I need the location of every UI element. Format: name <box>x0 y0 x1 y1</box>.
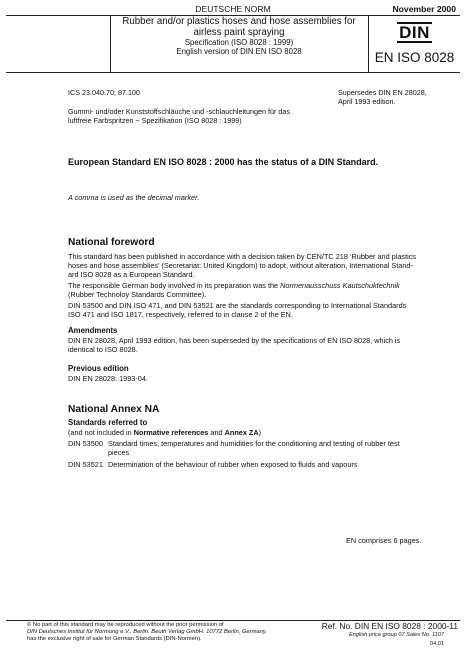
title-line-4: English version of DIN EN ISO 8028 <box>176 47 302 56</box>
title-line-2: airless paint spraying <box>193 27 285 38</box>
annex-note-c: and <box>208 428 225 437</box>
header-org: DEUTSCHE NORM <box>195 4 271 14</box>
annex-subheading: Standards referred to <box>68 418 148 427</box>
din-logo-text: DIN <box>399 23 430 42</box>
supersedes-note <box>338 88 427 106</box>
annex-ref-2-title: Determination of the behaviour of rubber when exposed to fluids and vapours <box>108 460 358 469</box>
foreword-p2 <box>68 281 460 290</box>
german-title <box>68 107 290 125</box>
foreword-p1-line-1: This standard has been published in accordance with a decision taken by CEN/TC 218 ‘Rubber and plastics <box>68 252 417 261</box>
previous-edition-heading: Previous edition <box>68 364 129 373</box>
amendments-line-1: DIN EN 28028, April 1993 edition, has been superseded by the specifications of EN ISO 8028, which is <box>68 336 401 345</box>
foreword-p2-c: (Rubber Technoloy Standards Committee). <box>68 290 207 299</box>
annex-note-e: ) <box>258 428 262 437</box>
footer-copyright <box>27 622 327 643</box>
amendments-body <box>68 336 460 354</box>
supersedes-line-1: Supersedes DIN EN 28028, <box>338 88 427 97</box>
national-foreword-body <box>68 252 460 319</box>
annex-ref-1-title <box>108 439 460 457</box>
header-bottom-rule <box>6 72 460 73</box>
annex-ref-1 <box>68 439 460 457</box>
foreword-p1-line-2: hoses and hose assemblies’ (Secretariat: United Kingdom) to adopt, without alteration, International Stand- <box>68 261 413 270</box>
annex-ref-1-code: DIN 53500 <box>68 439 103 448</box>
supersedes-line-2: April 1993 edition. <box>338 97 396 106</box>
din-logo <box>369 22 460 43</box>
foreword-p3-line-1: DIN 53500 and DIN ISO 471, and DIN 53521 are the standards corresponding to International Standards <box>68 301 407 310</box>
status-statement: European Standard EN ISO 8028 : 2000 has the status of a DIN Standard. <box>68 157 379 167</box>
footer-code: 04.01 <box>430 641 444 647</box>
title-block <box>110 16 368 56</box>
annex-ref-2-code: DIN 53521 <box>68 460 103 469</box>
decimal-note: A comma is used as the decimal marker. <box>68 193 200 202</box>
german-title-line-2: luftfreie Farbspritzen ~ Spezifikation (ISO 8028 : 1999) <box>68 116 242 125</box>
foreword-p2-committee: Normenausschuss Kautschuktechnik <box>280 281 400 290</box>
footer-price: English price group 07 Sales No. 1107 <box>348 632 444 638</box>
annex-ref-1-line-2: pieces <box>108 448 130 457</box>
annex-note-za: Annex ZA <box>224 428 259 437</box>
footer-ref-number: Ref. No. DIN EN ISO 8028 : 2000-11 <box>321 621 458 631</box>
footer-copyright-line-3: has the exclusive right of sale for German Standards (DIN-Normen). <box>27 636 202 642</box>
national-foreword-heading: National foreword <box>68 237 155 248</box>
title-line-1: Rubber and/or plastics hoses and hose assemblies for <box>122 16 356 27</box>
amendments-line-2: identical to ISO 8028. <box>68 345 138 354</box>
header-date: November 2000 <box>392 4 456 14</box>
annex-ref-1-line-1: Standard times, temperatures and humidities for the conditioning and testing of rubber test <box>108 439 400 448</box>
amendments-heading: Amendments <box>68 326 118 335</box>
foreword-p2-a: The responsible German body involved in its preparation was the <box>68 281 281 290</box>
title-line-3: Specification (ISO 8028 : 1999) <box>184 38 294 47</box>
foreword-p3-line-2: ISO 471 and ISO 1817, respectively, referred to in clause 2 of the EN. <box>68 310 293 319</box>
ics-code: ICS 23.040.70; 87.100 <box>68 88 140 97</box>
page-count: EN comprises 6 pages. <box>346 536 422 545</box>
annex-note-a: (and not included in <box>68 428 134 437</box>
standard-number: EN ISO 8028 <box>374 50 455 65</box>
annex-note-normative: Normative references <box>133 428 209 437</box>
annex-ref-2 <box>68 460 460 469</box>
german-title-line-1: Gummi- und/oder Kunststoffschläuche und -schlauchleitungen für das <box>68 107 291 116</box>
annex-note <box>68 428 261 437</box>
footer-copyright-line-1: © No part of this standard may be reproduced without the prior permission of <box>27 622 224 628</box>
previous-edition-text: DIN EN 28028: 1993-04. <box>68 374 148 383</box>
foreword-p1-line-3: ard ISO 8028 as a European Standard. <box>68 270 195 279</box>
annex-heading: National Annex NA <box>68 404 160 415</box>
footer-copyright-line-2: DIN Deutsches Institut für Normung e.V., Berlin. Beuth Verlag GmbH, 10772 Berlin, Germany, <box>27 629 267 635</box>
